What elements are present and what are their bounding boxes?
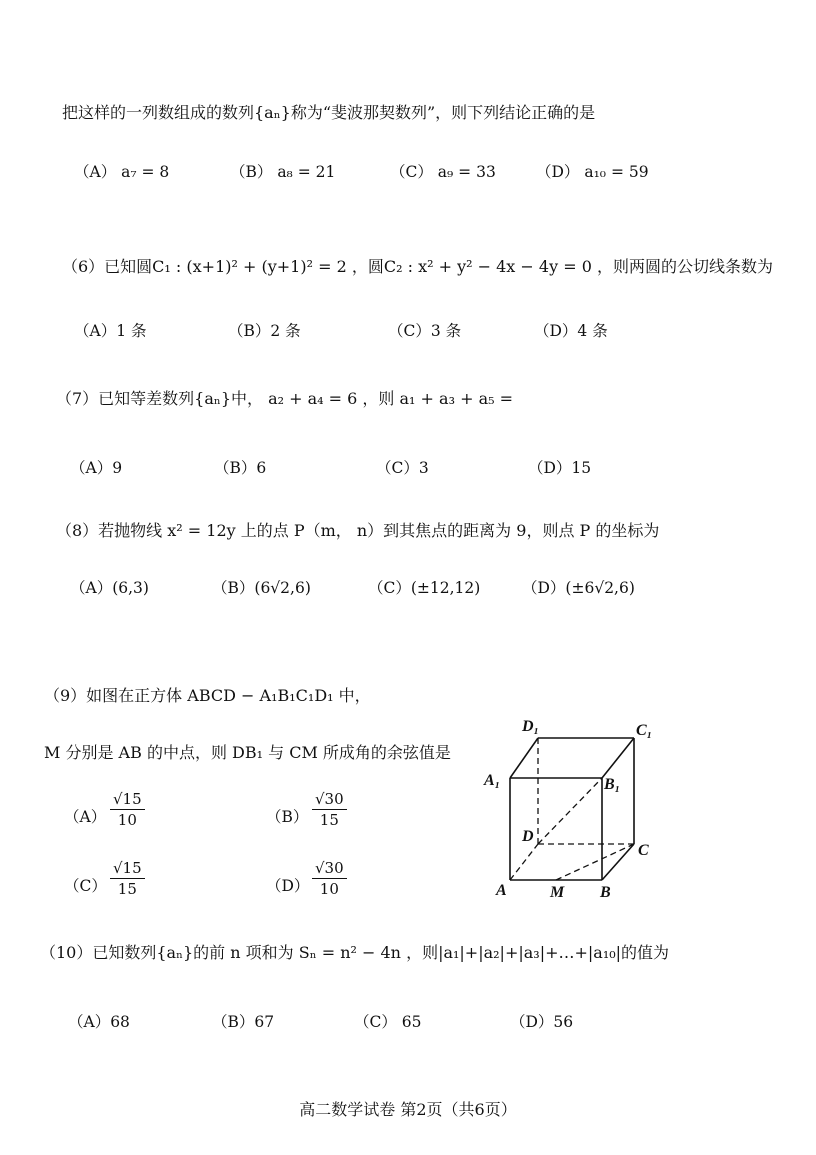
q6-option-a: （A）1 条 [74,322,147,340]
q10-option-d: （D）56 [510,1013,574,1031]
q9-option-d-numerator: √30 [312,859,347,879]
q5-option-a: （A） a₇ = 8 [74,163,170,181]
vertex-label-c1: C₁ [636,722,653,739]
edge-a-d-hidden [510,844,538,880]
q9-option-b-numerator: √30 [312,790,347,810]
q9-option-c-denominator: 15 [117,880,137,898]
vertex-label-d1: D₁ [522,718,540,735]
q9-stem-line2: M 分别是 AB 的中点，则 DB₁ 与 CM 所成角的余弦值是 [44,743,451,762]
q8-stem: （8）若抛物线 x² = 12y 上的点 P（m， n）到其焦点的距离为 9，则点 P 的坐标为 [56,521,660,540]
vertex-label-b: B [600,884,611,901]
q7-stem: （7）已知等差数列{aₙ}中， a₂ + a₄ = 6 ，则 a₁ + a₃ + a₅ = [56,389,514,408]
q5-option-b: （B） a₈ = 21 [230,163,336,181]
vertex-label-a1: A₁ [484,772,501,789]
edge-b1-c1 [602,738,634,778]
q6-option-d: （D）4 条 [534,322,608,340]
q7-option-c: （C）3 [376,459,429,477]
q10-option-c: （C） 65 [354,1013,422,1031]
q9-option-d-denominator: 10 [319,880,339,898]
q9-option-c-numerator: √15 [110,859,145,879]
q9-option-d-fraction [312,859,347,898]
segment-c-m-hidden [556,844,634,880]
q8-option-d: （D）(±6√2,6) [522,579,635,597]
cube-figure [480,718,660,908]
q10-option-b: （B）67 [212,1013,275,1031]
vertex-label-a: A [496,882,507,899]
q8-option-c: （C）(±12,12) [368,579,481,597]
edge-a1-d1 [510,738,538,778]
q6-option-b: （B）2 条 [228,322,301,340]
q9-stem-line1: （9）如图在正方体 ABCD − A₁B₁C₁D₁ 中， [44,686,371,705]
q5-option-c: （C） a₉ = 33 [390,163,496,181]
q9-option-a-fraction [110,790,145,829]
q8-option-b: （B）(6√2,6) [212,579,311,597]
page-footer: 高二数学试卷 第2页（共6页） [299,1100,517,1119]
q10-option-a: （A）68 [68,1013,130,1031]
vertex-label-d: D [522,828,534,845]
q6-stem: （6）已知圆C₁ : (x+1)² + (y+1)² = 2 ，圆C₂ : x² + y² − 4x − 4y = 0 ，则两圆的公切线条数为 [62,257,773,276]
vertex-label-m: M [550,884,565,901]
q7-option-a: （A）9 [70,459,123,477]
q10-stem: （10）已知数列{aₙ}的前 n 项和为 Sₙ = n² − 4n ，则|a₁|+|a₂|+|a₃|+…+|a₁₀|的值为 [40,943,670,962]
segment-d-b1-hidden [538,778,602,844]
q9-option-a-label: （A） [64,808,107,826]
vertex-label-b1: B₁ [604,776,621,793]
q8-option-a: （A）(6,3) [70,579,149,597]
q9-option-b-label: （B） [266,808,309,826]
q9-option-c-fraction [110,859,145,898]
q9-option-b-denominator: 15 [319,811,339,829]
q9-option-d-label: （D） [266,877,310,895]
q9-option-b-fraction [312,790,347,829]
q7-option-b: （B）6 [214,459,267,477]
vertex-label-c: C [638,842,649,859]
q5-option-d: （D） a₁₀ = 59 [536,163,649,181]
edge-b-c [602,844,634,880]
q5-stem: 把这样的一列数组成的数列{aₙ}称为“斐波那契数列”，则下列结论正确的是 [62,103,596,122]
q7-option-d: （D）15 [528,459,592,477]
q9-option-c-label: （C） [64,877,107,895]
q9-option-a-numerator: √15 [110,790,145,810]
q6-option-c: （C）3 条 [388,322,462,340]
q9-option-a-denominator: 10 [117,811,137,829]
